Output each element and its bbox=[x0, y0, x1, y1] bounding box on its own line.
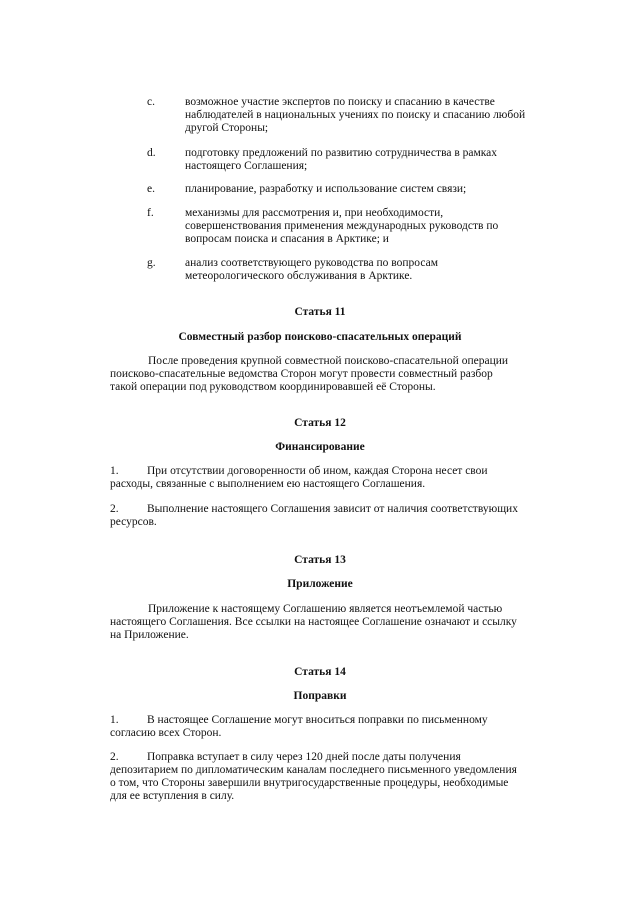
article-14-subtitle: Поправки bbox=[293, 690, 347, 702]
list-letter: e. bbox=[147, 183, 155, 195]
paragraph-number: 1. bbox=[110, 465, 119, 477]
article-11-subtitle: Совместный разбор поисково-спасательных операций bbox=[178, 331, 462, 343]
paragraph-text: Поправка вступает в силу через 120 дней после даты получения депозитарием по дипломатическим каналам последнего письменного уведомления о том, что Стороны завершили внутригосударственные процедуры, необходимые для ее вступления в силу. bbox=[110, 751, 517, 802]
article-11-text: После проведения крупной совместной поисково-спасательной операции поисково-спасательные ведомства Сторон могут провести совместный разбор такой операции под руководством координировавшей её Стороны. bbox=[110, 355, 509, 393]
paragraph-number: 1. bbox=[110, 714, 119, 726]
article-13-title: Статья 13 bbox=[294, 554, 346, 566]
paragraph-text: При отсутствии договоренности об ином, каждая Сторона несет свои расходы, связанные с выполнением ею настоящего Соглашения. bbox=[110, 465, 488, 490]
list-letter: f. bbox=[147, 207, 154, 219]
list-letter: c. bbox=[147, 96, 155, 108]
list-text: механизмы для рассмотрения и, при необходимости, совершенствования применения международных руководств по вопросам поиска и спасания в Арктике; и bbox=[185, 207, 499, 245]
paragraph-text: Выполнение настоящего Соглашения зависит от наличия соответствующих ресурсов. bbox=[110, 503, 518, 528]
paragraph-number: 2. bbox=[110, 503, 119, 515]
article-14-title: Статья 14 bbox=[294, 666, 346, 678]
list-text: планирование, разработку и использование систем связи; bbox=[185, 183, 467, 195]
article-13-subtitle: Приложение bbox=[287, 578, 353, 590]
list-text: возможное участие экспертов по поиску и спасанию в качестве наблюдателей в национальных учениях по поиску и спасанию любой другой Стороны; bbox=[185, 96, 526, 134]
paragraph-number: 2. bbox=[110, 751, 119, 763]
paragraph-text: В настоящее Соглашение могут вноситься поправки по письменному согласию всех Сторон. bbox=[110, 714, 488, 739]
list-letter: d. bbox=[147, 147, 156, 159]
article-11-title: Статья 11 bbox=[294, 306, 346, 318]
list-letter: g. bbox=[147, 257, 156, 269]
article-13-text: Приложение к настоящему Соглашению является неотъемлемой частью настоящего Соглашения. Все ссылки на настоящее Соглашение означают и ссылку на Приложение. bbox=[110, 603, 517, 641]
list-text: анализ соответствующего руководства по вопросам метеорологического обслуживания в Арктике. bbox=[185, 257, 438, 282]
article-12-subtitle: Финансирование bbox=[275, 441, 365, 453]
article-12-title: Статья 12 bbox=[294, 417, 346, 429]
list-text: подготовку предложений по развитию сотрудничества в рамках настоящего Соглашения; bbox=[185, 147, 498, 172]
